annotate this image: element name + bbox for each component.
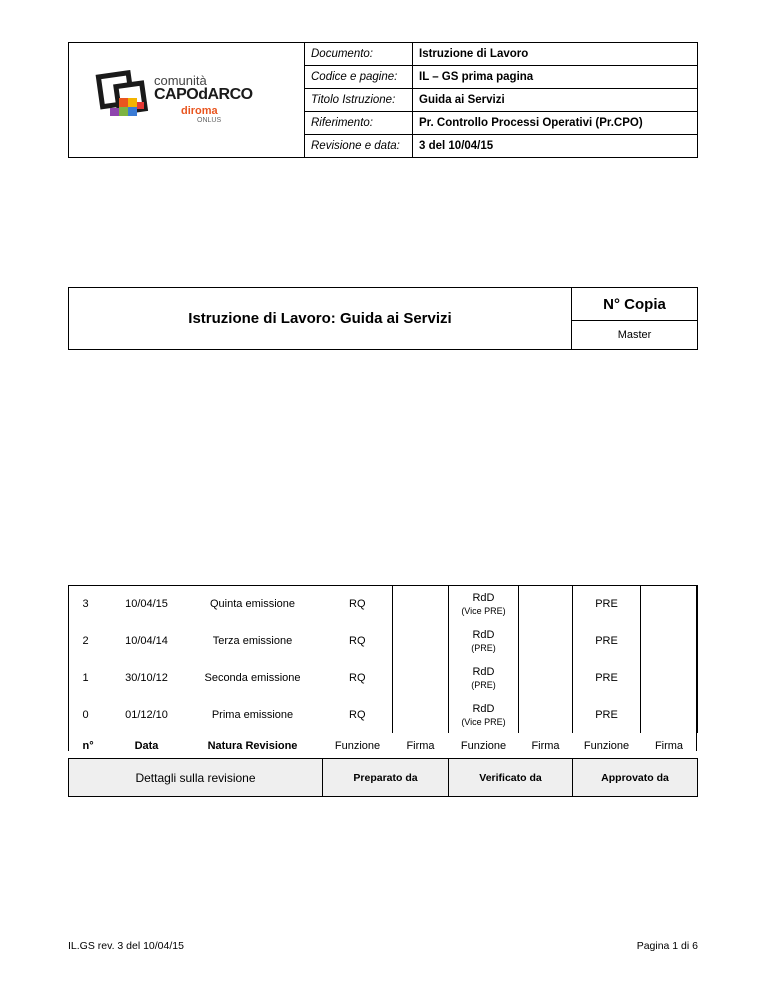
rev-number: 2 bbox=[82, 634, 89, 647]
rev-date: 01/12/10 bbox=[125, 708, 168, 721]
table-row bbox=[69, 622, 698, 659]
verified-role-detail: (PRE) bbox=[471, 642, 496, 653]
header-label: Revisione e data: bbox=[305, 135, 413, 158]
prepared-signature bbox=[393, 696, 449, 733]
table-row bbox=[69, 585, 698, 622]
col-header-signature: Firma bbox=[406, 739, 435, 752]
table-row bbox=[69, 659, 698, 696]
approved-by-header: Approvato da bbox=[573, 759, 698, 797]
rev-date: 30/10/12 bbox=[125, 671, 168, 684]
group-header-row bbox=[69, 759, 698, 797]
prepared-signature bbox=[393, 585, 449, 622]
rev-number: 1 bbox=[82, 671, 89, 684]
verified-function bbox=[449, 696, 519, 733]
header-value: Pr. Controllo Processi Operativi (Pr.CPO) bbox=[413, 112, 698, 135]
verified-role: RdD bbox=[472, 702, 495, 715]
logo-line-4: ONLUS bbox=[197, 116, 222, 124]
rev-nature: Quinta emissione bbox=[210, 597, 295, 610]
column-header-row bbox=[69, 733, 698, 759]
col-header-function: Funzione bbox=[334, 739, 381, 752]
header-label: Codice e pagine: bbox=[305, 66, 413, 89]
col-header-date: Data bbox=[134, 739, 159, 752]
logo-line-3: diroma bbox=[181, 104, 218, 117]
col-header-signature: Firma bbox=[531, 739, 560, 752]
verified-role: RdD bbox=[472, 628, 495, 641]
approved-function: PRE bbox=[595, 671, 618, 684]
document-title: Istruzione di Lavoro: Guida ai Servizi bbox=[69, 288, 572, 350]
approved-function: PRE bbox=[595, 708, 618, 721]
verified-function bbox=[449, 585, 519, 622]
logo-line-1: comunità bbox=[154, 72, 207, 88]
verified-function bbox=[449, 622, 519, 659]
rev-number: 3 bbox=[82, 597, 89, 610]
col-header-function: Funzione bbox=[583, 739, 630, 752]
rev-nature: Terza emissione bbox=[212, 634, 293, 647]
footer-revision: IL.GS rev. 3 del 10/04/15 bbox=[68, 940, 184, 952]
verified-role: RdD bbox=[472, 665, 495, 678]
col-header-signature: Firma bbox=[654, 739, 684, 752]
prepared-function: RQ bbox=[349, 597, 366, 610]
header-value: Guida ai Servizi bbox=[413, 89, 698, 112]
approved-function: PRE bbox=[595, 597, 618, 610]
header-label: Documento: bbox=[305, 43, 413, 66]
header-label: Titolo Istruzione: bbox=[305, 89, 413, 112]
rev-number: 0 bbox=[82, 708, 89, 721]
verified-role-detail: (PRE) bbox=[471, 679, 496, 690]
rev-nature: Seconda emissione bbox=[204, 671, 301, 684]
approved-signature bbox=[641, 585, 698, 622]
header-value: IL – GS prima pagina bbox=[413, 66, 698, 89]
logo-line-2: CAPOdARCO bbox=[154, 85, 253, 103]
rev-date: 10/04/15 bbox=[125, 597, 168, 610]
rev-nature: Prima emissione bbox=[211, 708, 294, 721]
header-label: Riferimento: bbox=[305, 112, 413, 135]
details-header: Dettagli sulla revisione bbox=[69, 759, 323, 797]
revision-table bbox=[68, 585, 698, 797]
approved-function: PRE bbox=[595, 634, 618, 647]
title-box bbox=[68, 287, 698, 350]
rev-date: 10/04/14 bbox=[125, 634, 168, 647]
prepared-function: RQ bbox=[349, 634, 366, 647]
approved-signature bbox=[641, 659, 698, 696]
col-header-nature: Natura Revisione bbox=[207, 739, 298, 752]
prepared-function: RQ bbox=[349, 708, 366, 721]
col-header-number: n° bbox=[82, 739, 94, 752]
col-header-function: Funzione bbox=[460, 739, 507, 752]
copy-number-label: N° Copia bbox=[572, 288, 698, 321]
verified-signature bbox=[519, 696, 573, 733]
verified-role-detail: (Vice PRE) bbox=[461, 605, 506, 616]
prepared-signature bbox=[393, 622, 449, 659]
table-row bbox=[69, 696, 698, 733]
copy-number-value: Master bbox=[572, 321, 698, 350]
prepared-by-header: Preparato da bbox=[323, 759, 449, 797]
verified-role-detail: (Vice PRE) bbox=[461, 716, 506, 727]
verified-signature bbox=[519, 622, 573, 659]
document-header-table bbox=[68, 42, 698, 158]
logo bbox=[69, 56, 305, 145]
approved-signature bbox=[641, 622, 698, 659]
prepared-function: RQ bbox=[349, 671, 366, 684]
prepared-signature bbox=[393, 659, 449, 696]
verified-role: RdD bbox=[472, 591, 495, 604]
verified-function bbox=[449, 659, 519, 696]
header-value: 3 del 10/04/15 bbox=[413, 135, 698, 158]
verified-by-header: Verificato da bbox=[449, 759, 573, 797]
header-value: Istruzione di Lavoro bbox=[413, 43, 698, 66]
logo-cell bbox=[69, 43, 305, 158]
footer-page-number: Pagina 1 di 6 bbox=[636, 940, 698, 952]
approved-signature bbox=[641, 696, 698, 733]
verified-signature bbox=[519, 585, 573, 622]
verified-signature bbox=[519, 659, 573, 696]
